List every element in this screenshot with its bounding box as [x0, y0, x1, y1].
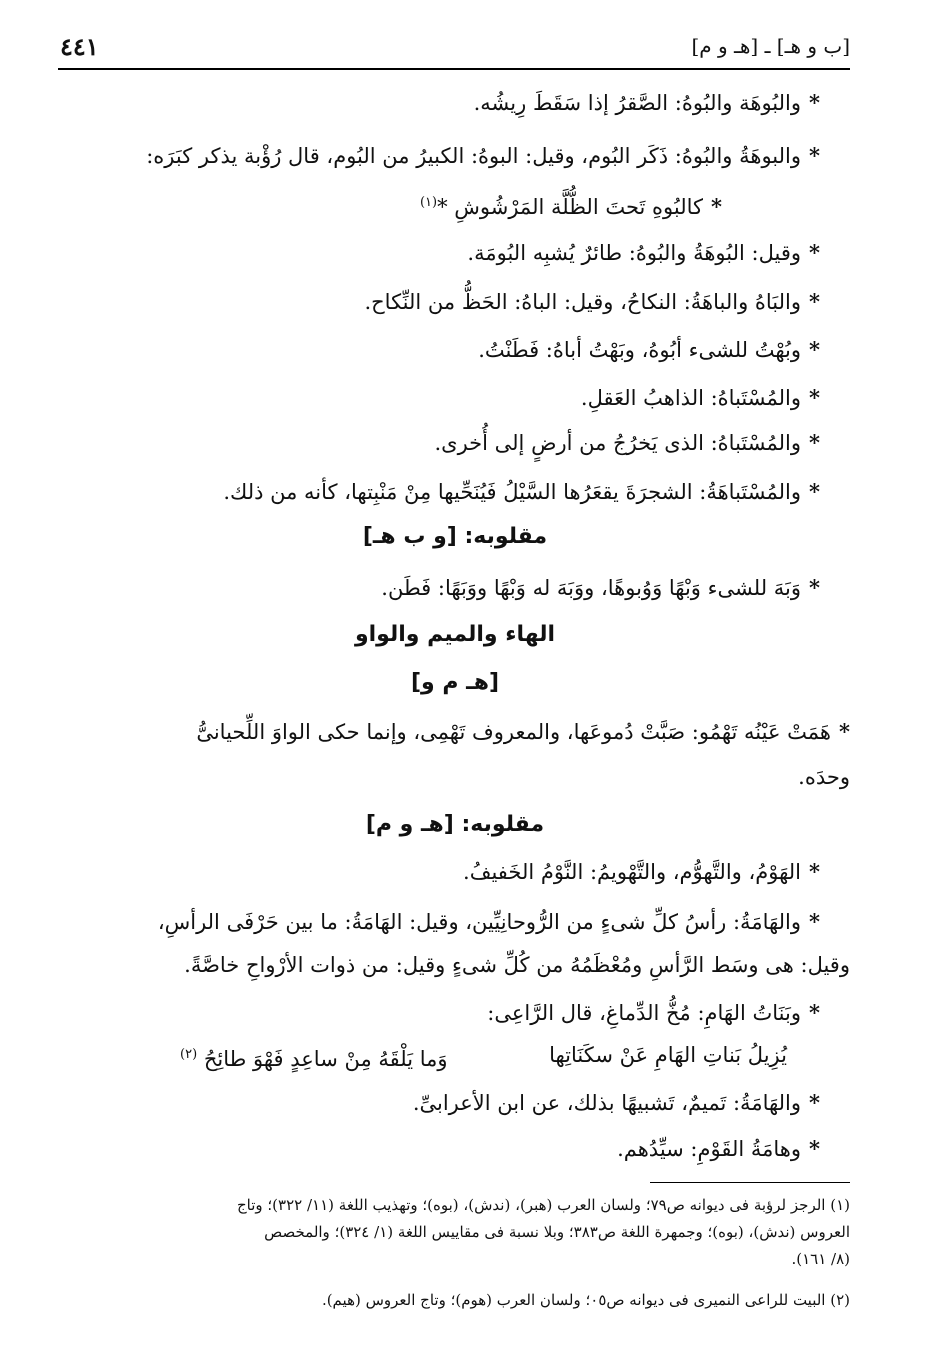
footnote-2: (٢) البيت للراعى النميرى فى ديوانه ص٠٥؛ ولسان العرب (هوم)؛ وتاج العروس (هيم).: [321, 1291, 850, 1309]
maqlub-heading-wbh: مقلوبه: [و ب هـ]: [362, 524, 548, 549]
entry-line: *وبُهْتُ للشىء أبُوهُ، وبَهْتُ أباهُ: فَطَنْتُ.: [478, 337, 820, 362]
entry-line: *الهَوْمُ، والتَّهوُّم، والتَّهْويمُ: النَّوْمُ الخَفيفُ.: [463, 859, 820, 884]
entry-line: *والهَامَةُ: رأسُ كلِّ شىءٍ من الرُّوحانِيِّين، وقيل: الهَامَةُ: ما بين حَرْفَى الرأسِ،: [157, 909, 820, 934]
footnote-1-line-3: (٨/ ١٦١).: [791, 1250, 850, 1268]
footnote-divider: [650, 1182, 850, 1183]
entry-line: *والمُسْتَباهُ: الذى يَخرُجُ من أرضٍ إلى أُخرى.: [434, 430, 820, 455]
page-header: [60, 34, 850, 66]
entry-line: *والبُوهَة والبُوهُ: الصَّقرُ إذا سَقَطَ رِيشُه.: [473, 90, 820, 115]
chapter-heading: الهاء والميم والواو: [354, 622, 556, 647]
entry-line: *والمُسْتَباهُ: الذاهبُ العَقلِ.: [580, 385, 820, 410]
entry-line: *وهامَةُ القَوْمِ: سيِّدُهم.: [617, 1136, 820, 1161]
entry-line: *والبَاهُ والباهَةُ: النكاحُ، وقيل: الباهُ: الحَظُّ من النِّكاح.: [364, 289, 820, 314]
entry-line: *وقيل: البُوهَةُ والبُوهُ: طائرٌ يُشبِه البُومَة.: [467, 240, 820, 265]
entry-line: *والهَامَةُ: تَميمٌ، تَشبيهًا بذلك، عن ابن الأعرابىِّ.: [412, 1090, 820, 1115]
entry-line: *وَبَهَ للشىء وَبْهًا وَوُبوهًا، ووَبَهَ له وَبْهًا ووَبَهًا: فَطَن.: [381, 575, 820, 600]
entry-line-continuation: وقيل: هى وسَط الرَّأسِ ومُعْظَمُهُ من كُلِّ شىءٍ وقيل: من ذوات الأرْواحِ خاصَّةً.: [184, 953, 850, 977]
root-heading-hmw: [هـ م و]: [411, 670, 499, 695]
footnote-1-line-1: (١) الرجز لرؤبة فى ديوانه ص٧٩؛ ولسان العرب (هبر)، (ندش)، (بوه)؛ وتهذيب اللغة (١١/ ٣٢٢)؛ وتاج: [236, 1196, 850, 1214]
verse-first-hemistich: يُزِيلُ بَناتِ الهَامِ عَنْ سكَنَاتِها: [549, 1043, 787, 1067]
rajaz-verse: *كالبُوهِ تَحتَ الظُّلَّة المَرْشُوشِ *$^{(١)}$: [419, 194, 722, 219]
entry-line-continuation: وحدَه.: [798, 765, 850, 789]
entry-line: *هَمَتْ عَيْنُه تَهْمُو: صَبَّتْ دُموعَها، والمعروف تَهْمِى، وإنما حكى الواوَ اللِّحيانىُّ: [196, 719, 850, 744]
footnote-1-line-2: العروس (ندش)، (بوه)؛ وجمهرة اللغة ص٣٨٣؛ وبلا نسبة فى مقاييس اللغة (١/ ٣٢٤)؛ والمخصص: [264, 1223, 850, 1241]
maqlub-heading-hwm: مقلوبه: [هـ و م]: [365, 812, 545, 837]
verse-second-hemistich: وَما يَلْقَهُ مِنْ ساعِدٍ فَهْوَ طائِحُ $^{(٢)}$: [180, 1047, 448, 1071]
entry-line: *وبَنَاتُ الهَامِ: مُخُّ الدِّماغِ، قال الرَّاعِى:: [487, 1000, 820, 1025]
entry-line: *والبوهَةُ والبُوهُ: ذَكَر البُوم، وقيل: البوهُ: الكبيرُ من البُوم، قال رُؤْبة يذكر كبَرَه:: [146, 143, 820, 168]
page-number: ٤٤١: [60, 32, 99, 61]
header-divider: [58, 68, 850, 70]
header-root-range: [ب و هـ] ـ [هـ و م]: [691, 34, 850, 58]
entry-line: *والمُسْتَباهَةُ: الشجرَةَ يقعَرُها السَّيْلُ فَيُنَحِّيها مِنْ مَنْبِتها، كأنه من ذلك.: [223, 479, 820, 504]
